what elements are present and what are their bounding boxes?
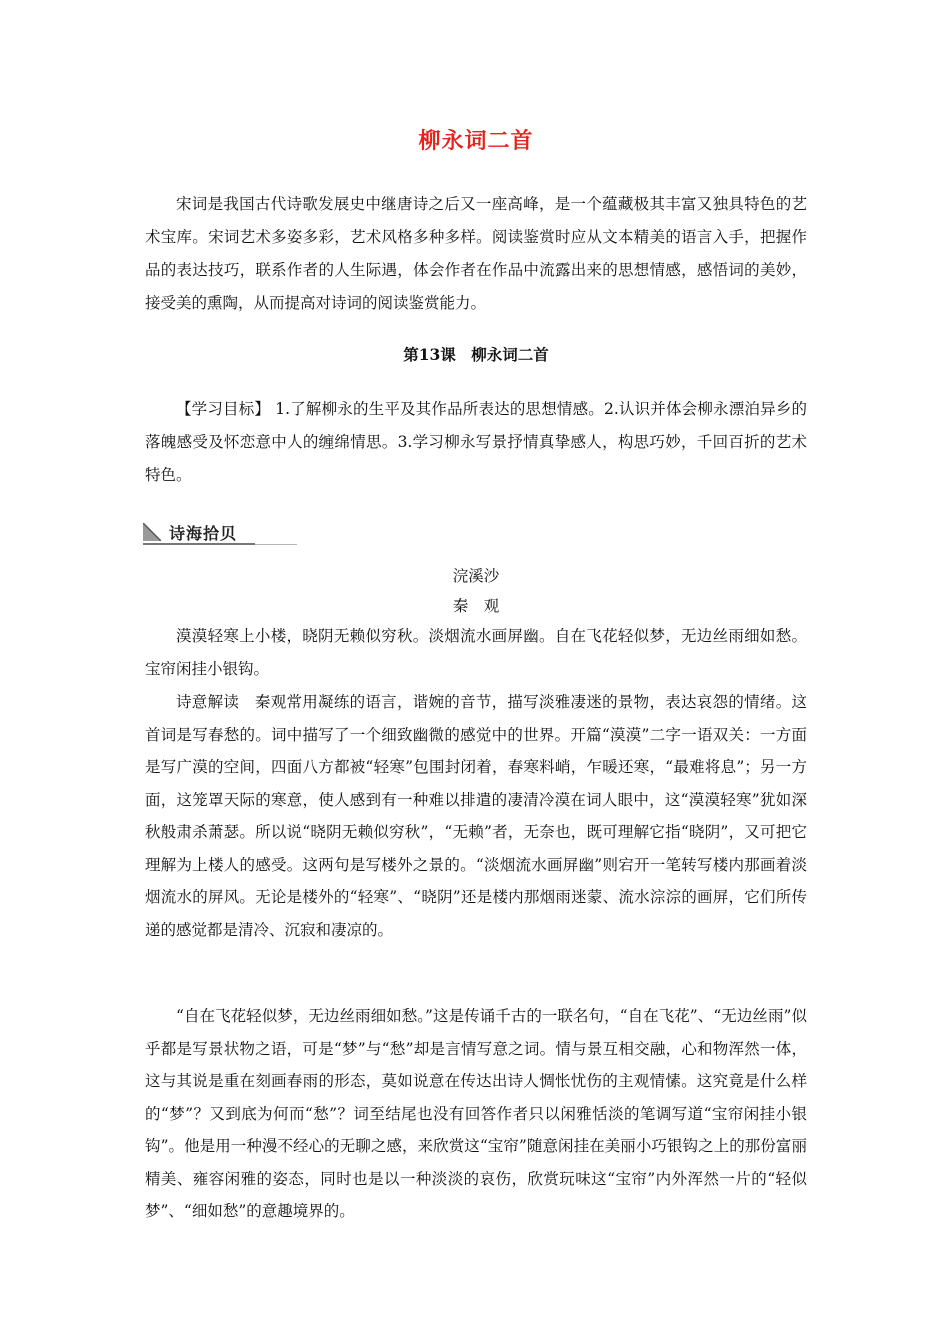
unit-title: 柳永词二首	[418, 128, 534, 154]
section-rule-tail	[255, 544, 297, 545]
lesson-title: 第13课 柳永词二首	[403, 345, 549, 364]
poem-title: 浣溪沙	[452, 567, 500, 585]
learning-objectives: 【学习目标】 1.了解柳永的生平及其作品所表达的思想情感。2.认识并体会柳永漂泊异乡的落魄感受及怀恋意中人的缠绵情思。3.学习柳永写景抒情真挚感人，构思巧妙，千回百折的艺术特色。	[145, 400, 807, 484]
analysis-paragraph: “自在飞花轻似梦，无边丝雨细如愁。”这是传诵千古的一联名句，“自在飞花”、“无边丝雨”似乎都是写景状物之语，可是“梦”与“愁”却是言情写意之词。情与景互相交融，心和物浑然一体，这与其说是重在刻画春雨的形态，莫如说意在传达出诗人惆怅忧伤的主观情愫。这究竟是什么样的“梦”？又到底为何而“愁”？词至结尾也没有回答作者只以闲雅恬淡的笔调写道“宝帘闲挂小银钩”。他是用一种漫不经心的无聊之感，来欣赏这“宝帘”随意闲挂在美丽小巧银钩之上的那份富丽精美、雍容闲雅的姿态，同时也是以一种淡淡的哀伤，欣赏玩味这“宝帘”内外浑然一片的“轻似梦”、“细如愁”的意趣境界的。	[145, 1007, 807, 1220]
section-label: 诗海拾贝	[169, 524, 238, 543]
poem-text: 漠漠轻寒上小楼，晓阴无赖似穷秋。淡烟流水画屏幽。自在飞花轻似梦，无边丝雨细如愁。宝帘闲挂小银钩。	[145, 627, 807, 678]
intro-paragraph: 宋词是我国古代诗歌发展史中继唐诗之后又一座高峰，是一个蕴藏极其丰富又独具特色的艺术宝库。宋词艺术多姿多彩，艺术风格多种多样。阅读鉴赏时应从文本精美的语言入手，把握作品的表达技巧，联系作者的人生际遇，体会作者在作品中流露出来的思想情感，感悟词的美妙，接受美的熏陶，从而提高对诗词的阅读鉴赏能力。	[145, 195, 807, 312]
poem-author: 秦 观	[452, 597, 500, 615]
diagonal-triangle-icon	[143, 523, 161, 541]
section-rule	[143, 543, 255, 545]
analysis-paragraph: 诗意解读 秦观常用凝练的语言，谐婉的音节，描写淡雅凄迷的景物，表达哀怨的情绪。这首词是写春愁的。词中描写了一个细致幽微的感觉中的世界。开篇“漠漠”二字一语双关：一方面是写广漠的空间，四面八方都被“轻寒”包围封闭着，春寒料峭，乍暖还寒，“最难将息”；另一方面，这笼罩天际的寒意，使人感到有一种难以排遣的凄清冷漠在词人眼中，这“漠漠轻寒”犹如深秋般肃杀萧瑟。所以说“晓阴无赖似穷秋”，“无赖”者，无奈也，既可理解它指“晓阴”，又可把它理解为上楼人的感受。这两句是写楼外之景的。“淡烟流水画屏幽”则宕开一笔转写楼内那画着淡烟流水的屏风。无论是楼外的“轻寒”、“晓阴”还是楼内那烟雨迷蒙、流水淙淙的画屏，它们所传递的感觉都是清冷、沉寂和凄凉的。	[145, 693, 807, 939]
section-header	[143, 517, 297, 547]
